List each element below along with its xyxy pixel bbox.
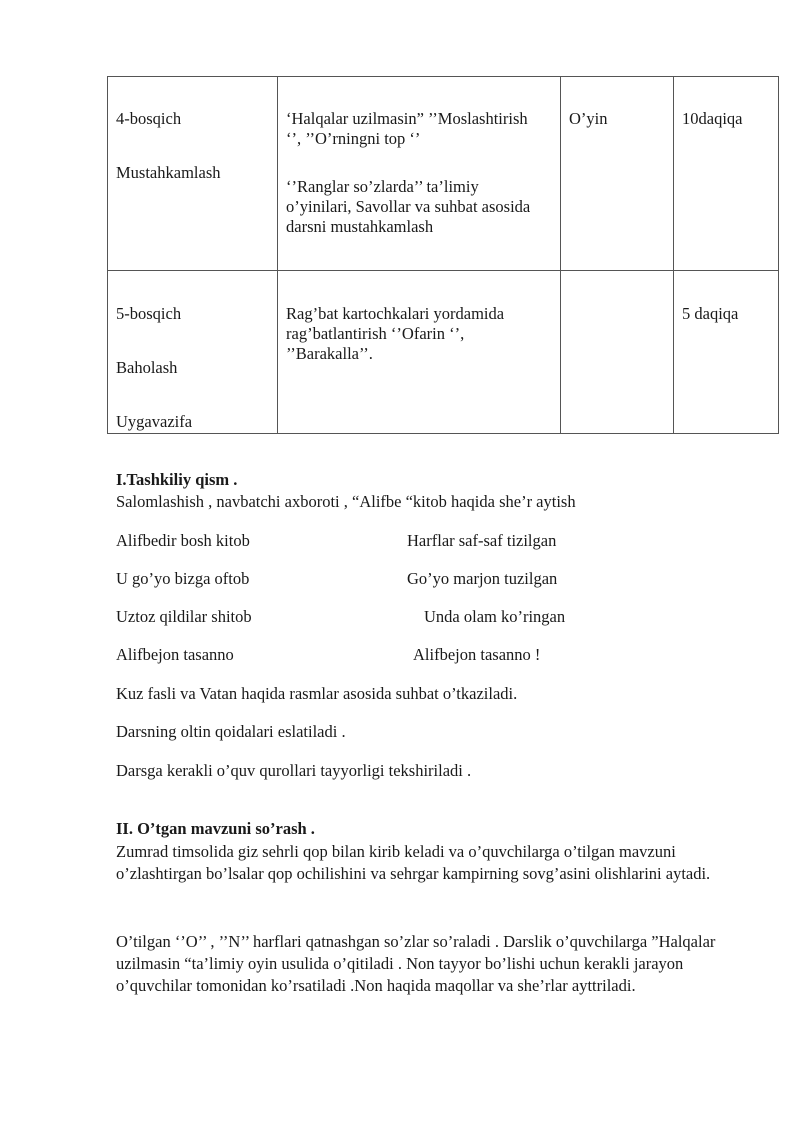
section-heading: I.Tashkiliy qism . [116, 470, 238, 489]
method-text: O’yin [569, 109, 608, 128]
verse-left: Alifbedir bosh kitob [116, 531, 250, 550]
method-cell [561, 77, 674, 271]
content-paragraph: Rag’bat kartochkalari yordamida rag’batlantirish ‘’Ofarin ‘’, ’’Barakalla’’. [286, 304, 505, 363]
table-row [108, 77, 779, 271]
method-cell [561, 271, 674, 434]
content-paragraph: ‘Halqalar uzilmasin” ’’Moslashtirish ‘’, ’’O’rningni top ‘’ [286, 109, 528, 148]
time-cell [674, 271, 779, 434]
stage-extra: Uygavazifa [116, 412, 193, 431]
verse-right: Alifbejon tasanno ! [413, 645, 541, 664]
verse-right: Go’yo marjon tuzilgan [407, 569, 558, 588]
time-text: 10daqiqa [682, 109, 743, 128]
stage-cell [108, 77, 278, 271]
stage-number: 5-bosqich [116, 304, 182, 323]
verse-line [116, 607, 716, 631]
table-row [108, 271, 779, 434]
content-paragraph: ‘’Ranglar so’zlarda’’ ta’limiy o’yinilari, Savollar va suhbat asosida darsni mustahkamlash [286, 177, 531, 236]
time-text: 5 daqiqa [682, 304, 739, 323]
section-heading: II. O’tgan mavzuni so’rash . [116, 819, 315, 838]
verse-line [116, 531, 716, 555]
stage-cell [108, 271, 278, 434]
verse-left: Uztoz qildilar shitob [116, 607, 252, 626]
intro-paragraph: Salomlashish , navbatchi axboroti , “Alifbe “kitob haqida she’r aytish [116, 492, 576, 511]
paragraph: Kuz fasli va Vatan haqida rasmlar asosida suhbat o’tkaziladi. [116, 684, 518, 703]
verse-left: U go’yo bizga oftob [116, 569, 250, 588]
time-cell [674, 77, 779, 271]
paragraph: Zumrad timsolida giz sehrli qop bilan kirib keladi va o’quvchilarga o’tilgan mavzuni o’zlashtirgan bo’lsalar qop ochilishini va sehrgar kampirning sovg’asini olishlarini aytadi. [116, 842, 711, 883]
stage-number: 4-bosqich [116, 109, 182, 128]
paragraph: O’tilgan ‘’O’’ , ’’N’’ harflari qatnashgan so’zlar so’raladi . Darslik o’quvchilarga ”Halqalar uzilmasin “ta’limiy oyin usulida o’qitiladi . Non tayyor bo’lishi uchun kerakli jarayon o’quvchilar tomonidan ko’rsatiladi .Non haqida maqollar va she’rlar ayttriladi. [116, 932, 716, 995]
content-cell [278, 77, 561, 271]
stage-name: Baholash [116, 358, 178, 377]
verse-right: Harflar saf-saf tizilgan [407, 531, 557, 550]
stage-name: Mustahkamlash [116, 163, 221, 182]
verse-right: Unda olam ko’ringan [424, 607, 566, 626]
verse-left: Alifbejon tasanno [116, 645, 234, 664]
content-cell [278, 271, 561, 434]
paragraph: Darsning oltin qoidalari eslatiladi . [116, 722, 346, 741]
verse-line [116, 645, 716, 669]
paragraph: Darsga kerakli o’quv qurollari tayyorligi tekshiriladi . [116, 761, 472, 780]
verse-line [116, 569, 716, 593]
lesson-plan-table [107, 76, 779, 434]
